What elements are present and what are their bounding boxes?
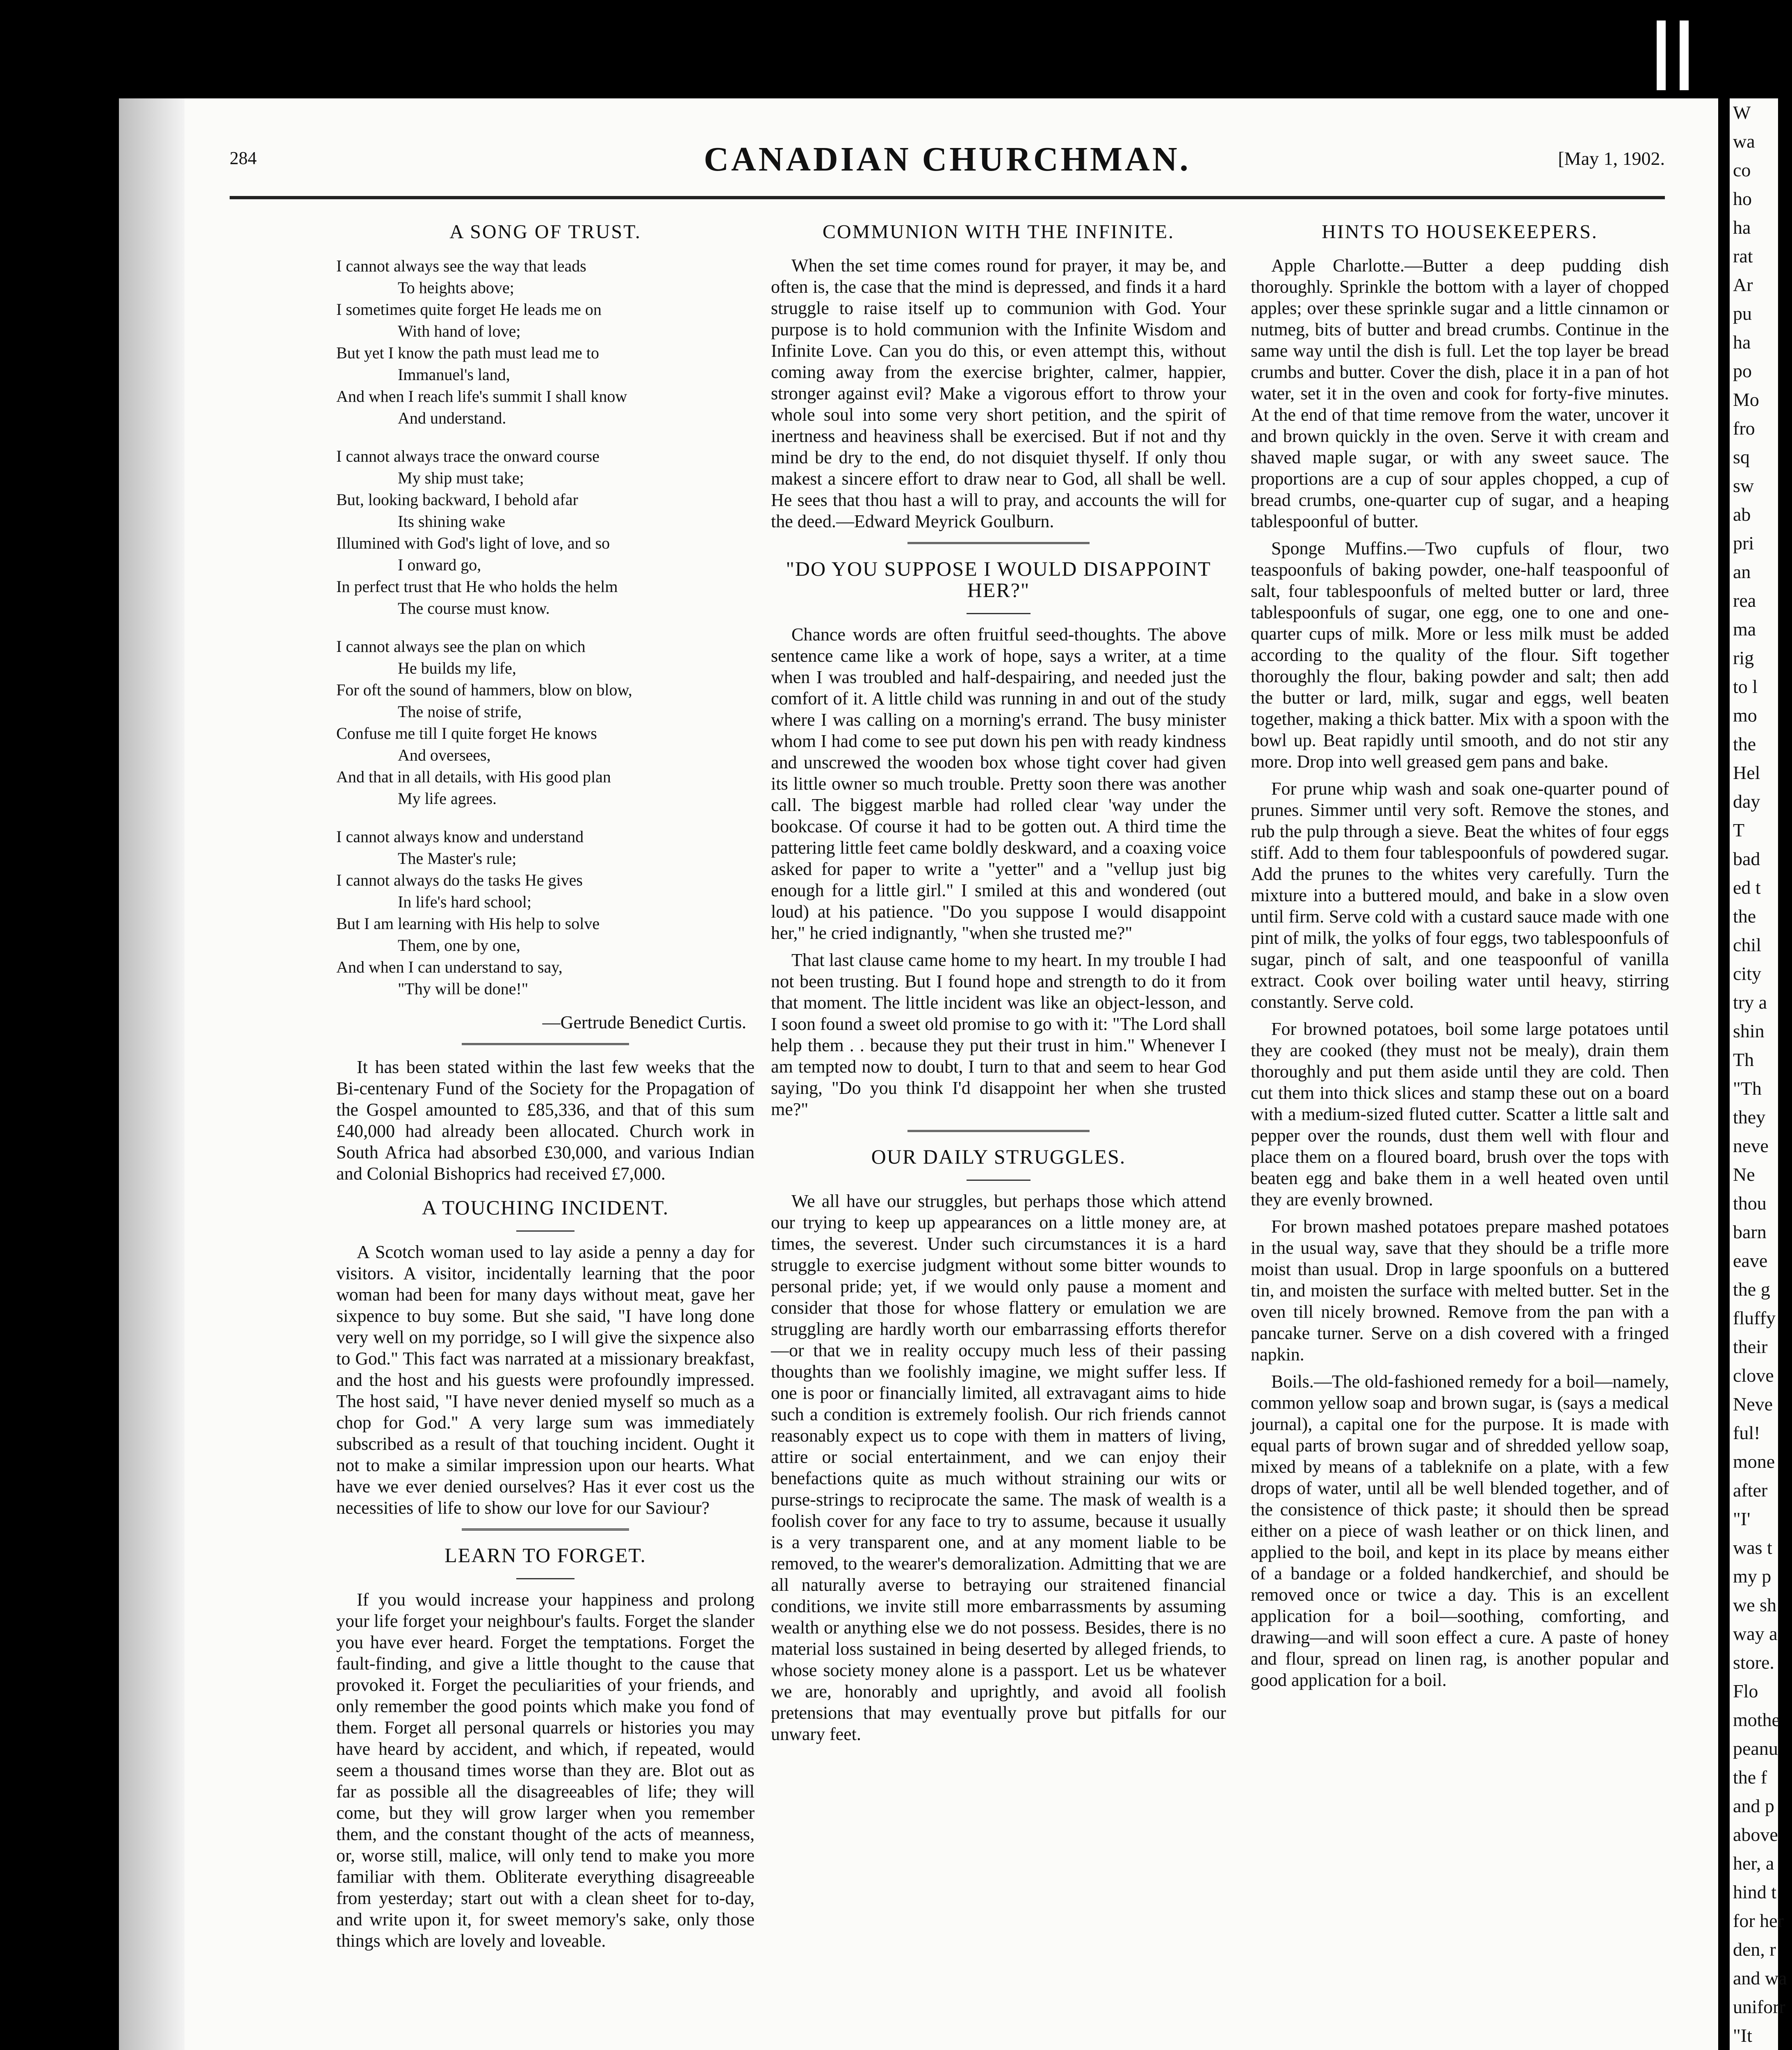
poem-line: And when I can understand to say, <box>336 958 563 976</box>
adjacent-page-text: T <box>1733 820 1745 840</box>
adjacent-page-text: mothe <box>1733 1709 1780 1730</box>
scan-marker-bar <box>1657 20 1666 90</box>
page-gutter-shadow <box>119 98 185 2050</box>
adjacent-page-text: W <box>1733 102 1751 123</box>
adjacent-page-text: neve <box>1733 1135 1769 1156</box>
adjacent-page-text: wa <box>1733 131 1755 152</box>
adjacent-page-text: to l <box>1733 676 1758 697</box>
hint-paragraph: For prune whip wash and soak one-quarter pound of prunes. Simmer until very soft. Remove the stones, and rub the pulp through a sieve. Beat the whites of four eggs stiff. Add to them four tablespoonfuls of powdered sugar. Add the prunes to the whites very carefully. Turn the mixture into a buttered mould, and bake in a slow oven until firm. Serve cold with a custard sauce made with one pint of milk, the yolks of four eggs, two tablespoonfuls of sugar, pinch of salt, and one teaspoonful of vanilla extract. Cook over boiling water until heavy, stirring constantly. Serve cold. <box>1251 779 1669 1012</box>
poem-line: I cannot always see the plan on which <box>336 637 586 656</box>
title-rule <box>516 1578 575 1579</box>
adjacent-page-text: and wa <box>1733 1968 1787 1988</box>
article-title-suppose: "DO YOU SUPPOSE I WOULD DISAPPOINT HER?" <box>786 557 1211 601</box>
article-body-suppose-1: Chance words are often fruitful seed-thoughts. The above sentence came like a work of hope, says a writer, at a time when I was troubled and half-despairing, and needed just the comfort of it. A little child was running in and out of the study where I was calling on a morning's errand. The busy minister whom I had come to see put down his pen with ready kindness and unscrewed the wooden box whose tight cover had given its little owner so much trouble. Pretty soon there was another call. The biggest marble had rolled clear 'way under the bookcase. Of course it had to be gotten out. A third time the pattering little feet came boldly deskward, and a coaxing voice asked for paper to write a "yetter" and a "vellup just big enough for a little girl." I smiled at this and wondered (out loud) at his patience. "Do you suppose I would disappoint her," he cried indignantly, "when she trusted me?" <box>771 624 1226 943</box>
adjacent-page-text: Th <box>1733 1049 1754 1070</box>
adjacent-page-text: rea <box>1733 590 1756 611</box>
poem-line: In perfect trust that He who holds the helm <box>336 577 618 596</box>
adjacent-page-text: her, a <box>1733 1853 1774 1874</box>
poem-line: I cannot always trace the onward course <box>336 447 600 465</box>
poem-line: "Thy will be done!" <box>398 979 529 998</box>
article-body-suppose-2: That last clause came home to my heart. In my trouble I had not been trusting. But I found hope and strength to do it from that moment. The little incident was like an object-lesson, and I soon found a sweet old promise to go with it: "The Lord shall help them . . because they put their trust in him." Whenever I am tempted now to doubt, I turn to that and seem to hear God saying, "Do you think I'd disappoint her when she trusted me?" <box>771 950 1226 1119</box>
adjacent-page-text: way a <box>1733 1623 1778 1644</box>
adjacent-page-text: uniforr <box>1733 1996 1785 2017</box>
poem-line: My ship must take; <box>398 469 524 487</box>
poem-line: He builds my life, <box>398 659 516 677</box>
poem-line: Them, one by one, <box>398 936 520 954</box>
poem-line: My life agrees. <box>398 789 497 808</box>
adjacent-page-text: eave <box>1733 1250 1768 1271</box>
poem-line: I sometimes quite forget He leads me on <box>336 300 602 319</box>
poem-title: A SONG OF TRUST. <box>449 221 641 243</box>
adjacent-page-text: bad <box>1733 848 1760 869</box>
section-rule <box>907 1130 1090 1134</box>
poem-line: For oft the sound of hammers, blow on blow, <box>336 681 632 699</box>
article-title-touching: A TOUCHING INCIDENT. <box>422 1196 669 1219</box>
adjacent-page-text: try a <box>1733 992 1767 1013</box>
poem-line: I cannot always know and understand <box>336 827 584 846</box>
poem-author: —Gertrude Benedict Curtis. <box>542 1012 746 1032</box>
adjacent-page-text: ed t <box>1733 877 1761 898</box>
adjacent-page-text: sw <box>1733 475 1754 496</box>
adjacent-page-text: after <box>1733 1480 1768 1501</box>
adjacent-page-text: Mo <box>1733 389 1759 410</box>
adjacent-page-text: city <box>1733 963 1761 984</box>
adjacent-page-text: co <box>1733 159 1751 180</box>
adjacent-page-text: Ar <box>1733 274 1753 295</box>
adjacent-page-text: above <box>1733 1824 1778 1845</box>
adjacent-page-text: mone <box>1733 1451 1775 1472</box>
poem-line: I onward go, <box>398 556 481 574</box>
adjacent-page-text: for her <box>1733 1910 1784 1931</box>
adjacent-page-text: ha <box>1733 217 1751 238</box>
adjacent-page-text: barn <box>1733 1221 1767 1242</box>
section-rule <box>907 542 1090 546</box>
article-title-communion: COMMUNION WITH THE INFINITE. <box>822 221 1175 243</box>
adjacent-page-text: "I' <box>1733 1508 1751 1529</box>
adjacent-page-text: we sh <box>1733 1594 1777 1615</box>
title-rule <box>516 1230 575 1232</box>
adjacent-page-text: den, r <box>1733 1939 1776 1960</box>
adjacent-page-text: fro <box>1733 418 1755 439</box>
adjacent-page-text: an <box>1733 561 1751 582</box>
poem-line: And that in all details, with His good plan <box>336 768 611 786</box>
article-body-touching: A Scotch woman used to lay aside a penny a day for visitors. A visitor, incidentally learning that the poor woman had been for many days without meat, gave her sixpence to buy some. But she said, "I have long done very well on my porridge, so I will give the sixpence also to God." This fact was narrated at a missionary breakfast, and the host and his guests were profoundly impressed. The host said, "I have never denied myself so much as a chop for God." A very large sum was immediately subscribed as a result of that touching incident. Ought it not to make a similar impression upon our hearts. What have we ever denied ourselves? Has it ever cost us the necessities of life to show our love for our Saviour? <box>336 1242 755 1518</box>
adjacent-page-text: the <box>1733 733 1756 754</box>
adjacent-page-text: mo <box>1733 705 1757 726</box>
poem <box>336 255 755 1000</box>
poem-line: And understand. <box>398 409 506 427</box>
article-title-struggles: OUR DAILY STRUGGLES. <box>871 1145 1126 1168</box>
poem-line: To heights above; <box>398 278 514 297</box>
adjacent-page-text: ma <box>1733 619 1756 640</box>
title-rule <box>967 1180 1030 1181</box>
column-1 <box>336 221 755 1957</box>
page-header <box>230 123 1665 178</box>
masthead: CANADIAN CHURCHMAN. <box>704 140 1191 178</box>
adjacent-page-text: rig <box>1733 647 1754 668</box>
adjacent-page-text: chil <box>1733 934 1761 955</box>
adjacent-page-text: Hel <box>1733 762 1760 783</box>
adjacent-page-text: shin <box>1733 1020 1765 1041</box>
adjacent-page-text: peanu <box>1733 1738 1778 1759</box>
adjacent-page-text: store. <box>1733 1652 1774 1673</box>
poem-line: And oversees, <box>398 746 491 764</box>
adjacent-page-text: ab <box>1733 504 1751 525</box>
poem-line: With hand of love; <box>398 322 521 340</box>
adjacent-page-text: Neve <box>1733 1394 1773 1414</box>
poem-line: Immanuel's land, <box>398 365 510 384</box>
poem-line: I cannot always do the tasks He gives <box>336 871 583 889</box>
adjacent-page-text: the g <box>1733 1279 1770 1300</box>
column-3 <box>1251 221 1669 1697</box>
adjacent-page-text: my p <box>1733 1566 1771 1587</box>
hint-paragraph: For brown mashed potatoes prepare mashed potatoes in the usual way, save that they should be a trifle more moist than usual. Drop in large spoonfuls on a buttered tin, and moisten the surface with melted butter. Set in the oven till nicely browned. Remove from the pan with a pancake turner. Serve on a dish covered with a fringed napkin. <box>1251 1216 1669 1364</box>
adjacent-page-text: ful! <box>1733 1422 1760 1443</box>
hint-paragraph: Apple Charlotte.—Butter a deep pudding dish thoroughly. Sprinkle the bottom with a layer of chopped apples; over these sprinkle sugar and a little cinnamon or nutmeg, bits of butter and bread crumbs. Continue in the same way until the dish is full. Let the top layer be bread crumbs and butter. Cover the dish, place it in a pan of hot water, set it in the oven and cook for forty-five minutes. At the end of that time remove from the water, uncover it and brown quickly in the oven. Serve it with cream and shaved maple sugar, or with any sweet sauce. The proportions are a cup of sour apples chopped, a cup of bread crumbs, one-quarter cup of sugar, and a heaping tablespoonful of butter. <box>1251 255 1669 531</box>
page-number: 284 <box>230 148 257 168</box>
column-2 <box>771 221 1226 1751</box>
section-rule <box>462 1528 629 1532</box>
adjacent-page-text: pu <box>1733 303 1752 324</box>
poem-line: Illumined with God's light of love, and so <box>336 534 610 552</box>
adjacent-page-text: the f <box>1733 1767 1767 1788</box>
adjacent-page-text: "Th <box>1733 1078 1762 1099</box>
article-body-struggles: We all have our struggles, but perhaps those which attend our trying to keep up appearances on a little money are, at times, the severest. Under such circumstances it is a hard struggle to exercise judgment without some bitter wounds to personal pride; yet, if we would only pause a moment and consider that those for whose flattery or emulation we are struggling are hardly worth our embarrassing efforts therefor—or that we in reality occupy much less of their passing thoughts than we foolishly imagine, we might suffer less. If one is poor or financially limited, all extravagant aims to hide such a condition is extremely foolish. Our rich friends cannot reasonably expect us to cope with them in matters of living, attire or social entertainment, and we can enjoy their benefactions quite as much without straining our wits or purse-strings to reciprocate the same. The mask of wealth is a foolish cover for any face to try to assume, because it usually is a very transparent one, and at any moment liable to be removed, to the wearer's demoralization. Admitting that we are all naturally averse to betraying our straitened financial conditions, we invite still more embarrassments by assuming wealth or anything else we do not possess. Besides, there is no material loss sustained in being deserted by alleged friends, to whose society money alone is a passport. Let us be whatever we are, honorably and uprightly, and avoid all foolish pretensions that may eventually prove but pitfalls for our unwary feet. <box>771 1191 1226 1744</box>
adjacent-page-text: fluffy <box>1733 1307 1776 1328</box>
adjacent-page-text: day <box>1733 791 1760 812</box>
poem-line: But, looking backward, I behold afar <box>336 490 578 509</box>
adjacent-page-text: sq <box>1733 446 1750 467</box>
news-note: It has been stated within the last few weeks that the Bi-centenary Fund of the Society for the Propagation of the Gospel amounted to £85,336, and that of this sum £40,000 had already been allocated. Church work in South Africa had absorbed £30,000, and various Indian and Colonial Bishoprics had received £7,000. <box>336 1057 755 1184</box>
poem-line: Its shining wake <box>398 512 506 531</box>
adjacent-page-text: rat <box>1733 246 1753 266</box>
poem-line: The noise of strife, <box>398 702 522 721</box>
poem-line: The Master's rule; <box>398 849 517 868</box>
poem-line: And when I reach life's summit I shall know <box>336 387 627 405</box>
section-rule <box>462 1043 629 1047</box>
adjacent-page-text: ho <box>1733 188 1752 209</box>
adjacent-page-text: thou <box>1733 1193 1767 1214</box>
adjacent-page-text: and p <box>1733 1795 1774 1816</box>
adjacent-page-text: pri <box>1733 533 1754 554</box>
article-title-forget: LEARN TO FORGET. <box>445 1544 646 1567</box>
hint-paragraph: For browned potatoes, boil some large potatoes until they are cooked (they must not be mealy), drain them thoroughly and put them aside until they are cold. Then cut them into thick slices and stamp these out on a board with a medium-sized fluted cutter. Scatter a little salt and pepper over the rounds, dust them well with flour and place them on a floured board, brush over the tops with beaten egg and bake them in a well heated oven until they are evenly browned. <box>1251 1019 1669 1210</box>
adjacent-page-text: Ne <box>1733 1164 1755 1185</box>
poem-line: Confuse me till I quite forget He knows <box>336 724 597 743</box>
adjacent-page-text: the <box>1733 906 1756 927</box>
adjacent-page-margin <box>1730 98 1787 2050</box>
adjacent-page-text: "It <box>1733 2025 1752 2046</box>
poem-line: The course must know. <box>398 599 550 617</box>
poem-line: But yet I know the path must lead me to <box>336 344 599 362</box>
header-rule <box>230 196 1665 199</box>
issue-date: [May 1, 1902. <box>1558 148 1665 169</box>
adjacent-page-text: their <box>1733 1336 1768 1357</box>
adjacent-page-text: po <box>1733 360 1752 381</box>
adjacent-page-text: was t <box>1733 1537 1772 1558</box>
poem-line: In life's hard school; <box>398 893 532 911</box>
article-title-hints: HINTS TO HOUSEKEEPERS. <box>1322 221 1598 243</box>
poem-line: I cannot always see the way that leads <box>336 257 586 275</box>
hint-paragraph: Boils.—The old-fashioned remedy for a boil—namely, common yellow soap and brown sugar, is (says a medical journal), a capital one for the purpose. It is made with equal parts of brown sugar and of shredded yellow soap, mixed by means of a tableknife on a plate, with a few drops of water, until all be well blended together, and of the consistence of thick paste; it should then be spread either on a piece of wash leather or on thick linen, and applied to the boil, and kept in its place by means either of a bandage or a folded handkerchief, and should be removed once or twice a day. This is an excellent application for a boil—soothing, comforting, and drawing—and will soon effect a cure. A paste of honey and flour, spread on linen rag, is another popular and good application for a boil. <box>1251 1371 1669 1690</box>
adjacent-page-text: Flo <box>1733 1681 1758 1702</box>
hint-paragraph: Sponge Muffins.—Two cupfuls of flour, two teaspoonfuls of baking powder, one-half teaspoonful of salt, four tablespoonfuls of melted butter or lard, three tablespoonfuls of sugar, one egg, one to one and one-quarter cups of milk. More or less milk must be added according to the quality of the flour. Sift together thoroughly the flour, baking powder and salt; then add the butter or lard, milk, sugar and eggs, well beaten together, making a thick batter. Mix with a spoon with the bowl up. Beat rapidly until smooth, and do not stir any more. Drop into well greased gem pans and bake. <box>1251 538 1669 772</box>
poem-line: But I am learning with His help to solve <box>336 914 600 933</box>
adjacent-page-text: clove <box>1733 1365 1774 1386</box>
article-body-communion: When the set time comes round for prayer, it may be, and often is, the case that the mind is depressed, and finds it a hard struggle to raise itself up to communion with God. Your purpose is to hold communion with the Infinite Wisdom and Infinite Love. Can you do this, or even attempt this, without coming away from the exercise brighter, calmer, happier, stronger against evil? Make a vigorous effort to throw your whole soul into some very short petition, and the spirit of inertness and heaviness shall be exercised. But if not and thy mind be dry to the end, do not disquiet thyself. If only thou makest a sincere effort to draw near to God, all shall be well. He sees that thou hast a will to pray, and accounts the will for the deed.—Edward Meyrick Goulburn. <box>771 255 1226 531</box>
article-body-forget: If you would increase your happiness and prolong your life forget your neighbour's faults. Forget the slander you have ever heard. Forget the temptations. Forget the fault-finding, and give a little thought to the cause that provoked it. Forget the peculiarities of your friends, and only remember the good points which make you fond of them. Forget all personal quarrels or histories you may have heard by accident, and which, if repeated, would seem a thousand times worse than they are. Blot out as far as possible all the disagreeables of life; they will come, but they will grow larger when you remember them, and the constant thought of the acts of meanness, or, worse still, malice, will only tend to make you more familiar with them. Obliterate everything disagreeable from yesterday; start out with a clean sheet for to-day, and write upon it, for sweet memory's sake, only those things which are lovely and loveable. <box>336 1590 755 1951</box>
title-rule <box>967 613 1030 614</box>
adjacent-page-text: ha <box>1733 332 1751 353</box>
adjacent-page-text: hind t <box>1733 1881 1777 1902</box>
scan-marker-bar <box>1680 20 1689 90</box>
adjacent-page-text: they <box>1733 1107 1766 1128</box>
